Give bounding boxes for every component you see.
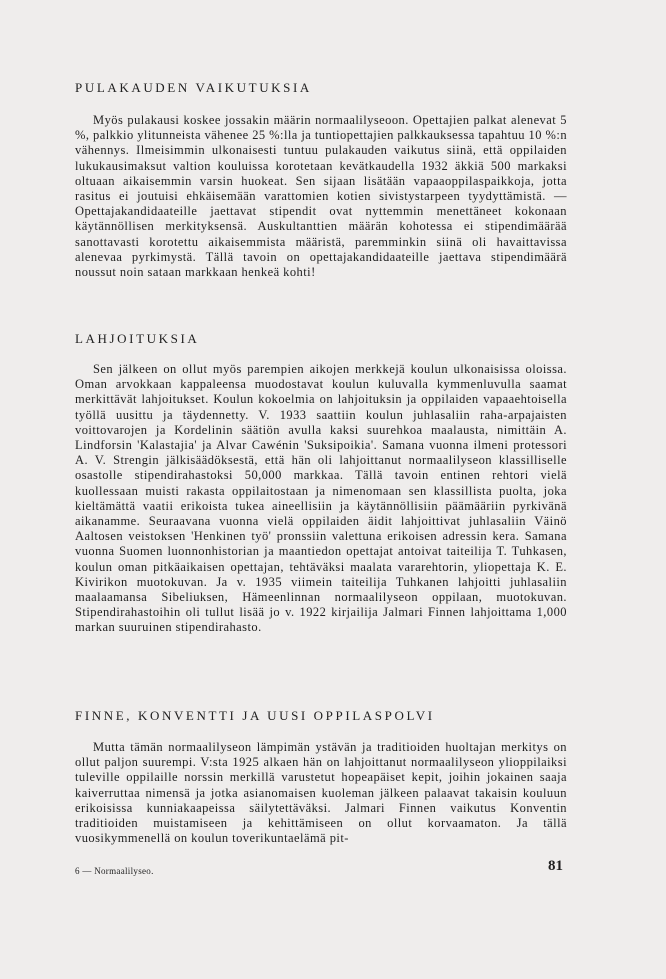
section-heading-lahjoituksia: LAHJOITUKSIA bbox=[75, 331, 200, 346]
section-paragraph-finne: Mutta tämän normaalilyseon lämpimän ystävän ja traditioiden huoltajan merkitys on ollut paljon suurempi. V:sta 1925 alkaen hän on lahjoittanut normaalilyseon ylioppilaiksi tuleville oppilaille norssin merkillä varustetut hopeapäiset kepit, joihin jokainen saaja kaiverruttaa nimensä ja jotka asianomaisen kuoleman jälkeen palaavat takaisin kouluun erikoisissa kunniakaapeissa säilytettäväksi. Jalmari Finnen vaikutus Konventin traditioiden muistamiseen ja kehittämiseen on ollut korvaamaton. Ja tällä vuosikymmenellä on koulun toverikuntaelämä pit- bbox=[75, 740, 567, 846]
section-heading-pulakauden: PULAKAUDEN VAIKUTUKSIA bbox=[75, 80, 312, 95]
footer-signature: 6 — Normaalilyseo. bbox=[75, 866, 154, 876]
section-paragraph-lahjoituksia: Sen jälkeen on ollut myös parempien aikojen merkkejä koulun ulkonaisissa oloissa. Oman arvokkaan kappaleensa muodostavat koulun kuluvalla kymmenluvulla saamat merkittävät lahjoitukset. Koulun kokoelmia on lahjoituksin ja oppilaiden vapaaehtoisella työllä uusittu ja täydennetty. V. 1933 saattiin koulun juhlasaliin raha-arpajaisten voittovarojen ja Kordelinin säätiön avulla kaksi suurehkoa maalausta, nimittäin A. Lindforsin 'Kalastajia' ja Alvar Cawénin 'Suksipoikia'. Samana vuonna ilmeni protessori A. V. Strengin jälkisäädöksestä, että hän oli lahjoittanut normaalilyseon klassilliselle osastolle stipendirahastoksi 50,000 markkaa. Tällä tavoin entinen rehtori vielä kuollessaan muisti rakasta oppilaitostaan ja nimenomaan sen klassillista puolta, joka kieltämättä vaatii erikoista tukea aineellisiin ja käytännöllisiin päämääriin pyrkivänä aikanamme. Seuraavana vuonna vielä oppilaiden äidit lahjoittivat juhlasaliin Väinö Aaltosen veistoksen 'Henkinen työ' pronssiin valettuna erikoisen adressin kera. Samana vuonna Suomen luonnonhistorian ja maantiedon opettajat antoivat taiteilija T. Tuhkasen, koulun oman pitkäaikaisen opettajan, tehtäväksi maalata vararehtorin, yliopettaja K. E. Kivirikon muotokuvan. Ja v. 1935 viimein taiteilija Tuhkanen lahjoitti juhlasaliin maalaamansa Sibeliuksen, Hämeenlinnan normaalilyseon oppilaan, muotokuvan. Stipendirahastoihin oli tullut lisää jo v. 1922 kirjailija Jalmari Finnen lahjoittama 1,000 markan suuruinen stipendirahasto. bbox=[75, 362, 567, 635]
section-paragraph-pulakauden: Myös pulakausi koskee jossakin määrin normaalilyseoon. Opettajien palkat alenevat 5 %, palkkio ylitunneista vähenee 25 %:lla ja tuntiopettajien palkkauksessa tapahtuu 10 %:n vähennys. Ilmeisimmin ulkonaisesti tuntuu pulakauden vaikutus siinä, että oppilaiden lukukausimaksut valtion kouluissa korotetaan kevätkaudella 1932 äkkiä 500 markaksi oltuaan aikaisemmin varsin huokeat. Sen sijaan lisätään vapaaoppilaspaikkoja, jotta rasitus ei joutuisi ehkäisemään varattomien kotien sivistystarpeen tyydyttämistä. — Opettajakandidaateille jaettavat stipendit ovat nyttemmin menettäneet kokonaan käytännöllisen merkityksensä. Auskultanttien määrän kohotessa ei stipendimäärää sanottavasti korotettu aikaisemmista määristä, paremminkin siinä oli havaittavissa alenevaa pyrkimystä. Tällä tavoin on opettajakandidaateille jaettava stipendimäärä noussut noin sataan markkaan henkeä kohti! bbox=[75, 113, 568, 280]
section-heading-finne: FINNE, KONVENTTI JA UUSI OPPILASPOLVI bbox=[75, 708, 435, 723]
page-number: 81 bbox=[548, 858, 563, 874]
